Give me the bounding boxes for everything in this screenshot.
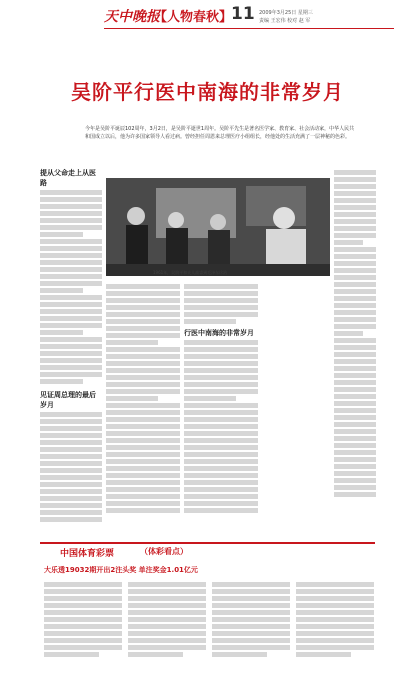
page-number: 11 [231, 4, 255, 24]
editor-credits: 责编 王宏伟 校对 赵 军 [259, 18, 311, 24]
section-title: 【人物春秋】 [154, 10, 233, 25]
lottery-text [44, 580, 374, 672]
lottery-title: 中国体育彩票 [60, 549, 115, 559]
article-photo [106, 178, 330, 276]
article-lead: 今年是吴阶平诞辰102周年，3月2日，是吴阶平逝世1周年。吴阶平先生是著名医学家、教育家、社会活动家，中华人民共和国成立以后，他为许多国家领导人看过病。曾经担任周恩来总理医疗小组组长，经他处的生活充满了一层神秘的色彩。 [85, 126, 355, 140]
masthead [0, 4, 415, 28]
newspaper-logo: 天中晚报 [104, 9, 160, 25]
issue-date: 2009年3月25日 星期三 [259, 10, 313, 16]
article-headline: 吴阶平行医中南海的非常岁月 [71, 80, 344, 104]
article-column-right [334, 168, 376, 538]
photo-illustration [106, 178, 330, 276]
masthead-rule [104, 28, 394, 29]
lottery-headline: 大乐透19032期开出2注头奖 单注奖金1.01亿元 [44, 566, 198, 574]
subheading-2: 见证周总理的最后岁月 [40, 391, 96, 409]
article-column-left [40, 168, 102, 538]
subheading-1: 提从父命走上从医路 [40, 169, 96, 187]
lottery-subtitle: （体彩看点） [140, 547, 188, 556]
article-column-mid-right [184, 282, 258, 537]
photo-caption: 1961年，吴阶平和夫人高睿到毛泽东诊治 [153, 270, 228, 275]
article-column-mid-left [106, 282, 180, 537]
subheading-3: 行医中南海的非常岁月 [184, 329, 254, 337]
